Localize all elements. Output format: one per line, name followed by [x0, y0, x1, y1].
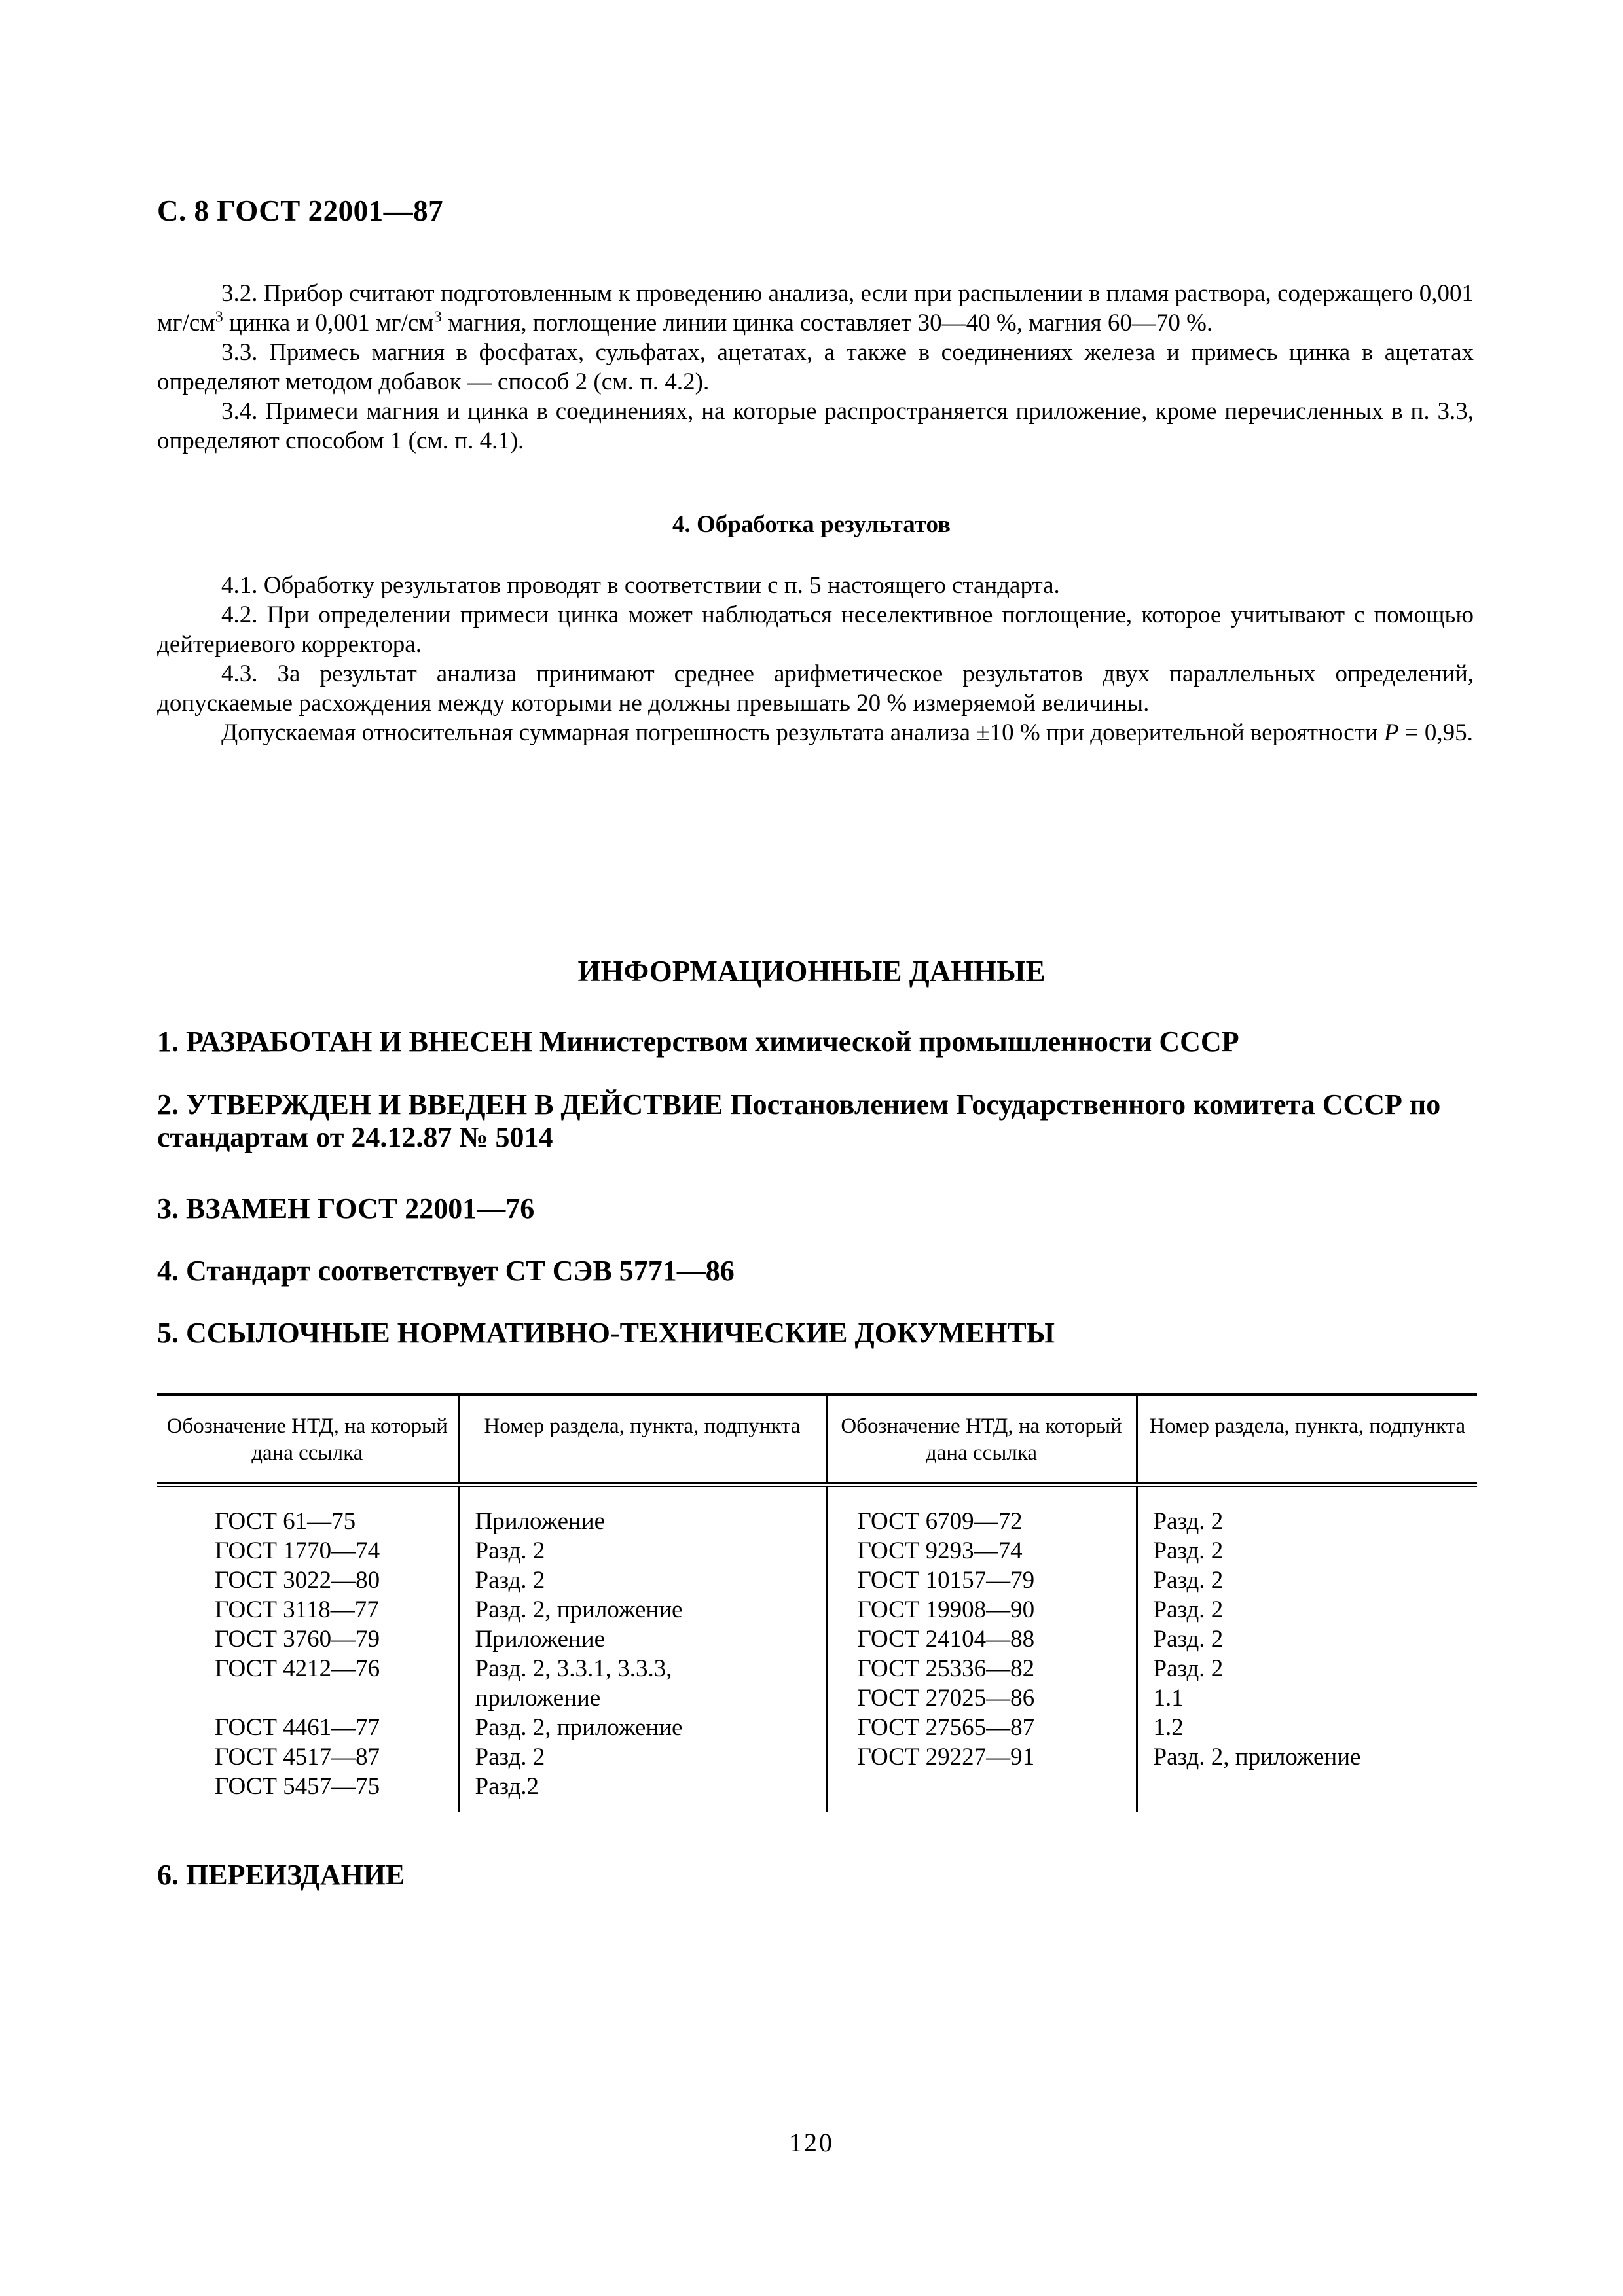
table-cell: Разд. 2 — [1153, 1537, 1224, 1564]
table-cell: Разд. 2 — [1153, 1655, 1224, 1682]
table-cell: Разд. 2 — [475, 1744, 545, 1770]
table-cell: ГОСТ 27565—87 — [857, 1714, 1035, 1741]
info-item-4: 4. Стандарт соответствует СТ СЭВ 5771—86 — [157, 1255, 735, 1287]
paragraph-3-4: 3.4. Примеси магния и цинка в соединениях, на которые распространяется приложение, кроме перечисленных в п. 3.3, определяют способом 1 (см. п. 4.1). — [157, 398, 1474, 454]
table-cell: Приложение — [475, 1626, 606, 1653]
table-cell: Разд. 2, приложение — [1153, 1744, 1361, 1770]
left-ntd-column — [157, 1485, 458, 1812]
table-cell: Разд. 2, приложение — [475, 1714, 683, 1741]
paragraph-3-3: 3.3. Примесь магния в фосфатах, сульфатах, ацетатах, а также в соединениях железа и примесь цинка в ацетатах определяют методом добавок — способ 2 (см. п. 4.2). — [157, 339, 1474, 395]
table-cell: ГОСТ 10157—79 — [857, 1567, 1035, 1594]
table-header-ntd: Обозначение НТД, на который дана ссылка — [157, 1395, 458, 1485]
table-cell: Разд. 2, приложение — [475, 1596, 683, 1623]
reference-table — [157, 1393, 1477, 1812]
table-cell: ГОСТ 1770—74 — [215, 1537, 380, 1564]
paragraph-4-1: 4.1. Обработку результатов проводят в соответствии с п. 5 настоящего стандарта. — [221, 572, 1060, 599]
table-cell: Разд.2 — [475, 1773, 539, 1800]
table-header-row — [157, 1395, 1477, 1485]
table-cell: ГОСТ 29227—91 — [857, 1744, 1035, 1770]
table-cell: ГОСТ 6709—72 — [857, 1508, 1023, 1535]
table-header-ntd: Обозначение НТД, на который дана ссылка — [826, 1395, 1137, 1485]
table-cell: ГОСТ 4212—76 — [215, 1655, 380, 1682]
table-cell: Разд. 2 — [1153, 1596, 1224, 1623]
table-cell: ГОСТ 3022—80 — [215, 1567, 380, 1594]
info-item-2: 2. УТВЕРЖДЕН И ВВЕДЕН В ДЕЙСТВИЕ Постановлением Государственного комитета СССР по стандартам от 24.12.87 № 5014 — [157, 1088, 1441, 1153]
paragraph-4-3: 4.3. За результат анализа принимают среднее арифметическое результатов двух параллельных определений, допускаемые расхождения между которыми не должны превышать 20 % измеряемой величины. — [157, 660, 1474, 717]
table-cell: ГОСТ 19908—90 — [857, 1596, 1035, 1623]
table-header-section: Номер раздела, пункта, подпункта — [1137, 1395, 1477, 1485]
info-item-6: 6. ПЕРЕИЗДАНИЕ — [157, 1859, 405, 1891]
table-cell: ГОСТ 24104—88 — [857, 1626, 1035, 1653]
table-cell: Разд. 2 — [1153, 1508, 1224, 1535]
page-number: 120 — [789, 2128, 834, 2157]
table-cell: ГОСТ 4517—87 — [215, 1744, 380, 1770]
right-ntd-column — [826, 1485, 1137, 1812]
paragraph-4-2: 4.2. При определении примеси цинка может наблюдаться неселективное поглощение, которое учитывают с помощью дейтериевого корректора. — [157, 601, 1474, 658]
table-cell: 1.2 — [1153, 1714, 1184, 1741]
section-4-title: 4. Обработка результатов — [672, 511, 951, 538]
body-section-3 — [157, 279, 1474, 456]
body-section-4 — [157, 571, 1474, 747]
table-cell: ГОСТ 4461—77 — [215, 1714, 380, 1741]
paragraph-3-2: 3.2. Прибор считают подготовленным к проведению анализа, если при распылении в пламя раствора, содержащего 0,001 $мг/см^3$ цинка и 0,001 $мг/см^3$ магния, поглощение линии цинка составляет 30—40 %, магния 60—70 %. — [157, 280, 1474, 336]
info-item-3: 3. ВЗАМЕН ГОСТ 22001—76 — [157, 1193, 535, 1225]
table-cell: ГОСТ 5457—75 — [215, 1773, 380, 1800]
table-cell: ГОСТ 3760—79 — [215, 1626, 380, 1653]
table-cell: ГОСТ 61—75 — [215, 1508, 356, 1535]
info-heading: ИНФОРМАЦИОННЫЕ ДАННЫЕ — [577, 955, 1046, 988]
table-cell — [215, 1683, 448, 1713]
table-cell: Разд. 2 — [1153, 1626, 1224, 1653]
table-cell: ГОСТ 25336—82 — [857, 1655, 1035, 1682]
table-cell: Приложение — [475, 1508, 606, 1535]
left-section-column — [458, 1485, 826, 1812]
right-section-column — [1137, 1485, 1477, 1812]
table-row — [157, 1485, 1477, 1812]
table-cell: 1.1 — [1153, 1685, 1184, 1712]
table-cell: ГОСТ 3118—77 — [215, 1596, 379, 1623]
table-cell: приложение — [475, 1685, 601, 1712]
info-item-5: 5. ССЫЛОЧНЫЕ НОРМАТИВНО-ТЕХНИЧЕСКИЕ ДОКУМЕНТЫ — [157, 1317, 1055, 1349]
paragraph-tolerance: Допускаемая относительная суммарная погрешность результата анализа ±10 % при доверительной вероятности P = 0,95. — [221, 719, 1473, 746]
page-header: С. 8 ГОСТ 22001—87 — [157, 194, 444, 227]
table-header-section: Номер раздела, пункта, подпункта — [458, 1395, 826, 1485]
table-cell: ГОСТ 9293—74 — [857, 1537, 1023, 1564]
table-cell: Разд. 2 — [475, 1537, 545, 1564]
table-cell: Разд. 2, 3.3.1, 3.3.3, — [475, 1655, 672, 1682]
table-cell: Разд. 2 — [475, 1567, 545, 1594]
table-cell: ГОСТ 27025—86 — [857, 1685, 1035, 1712]
table-cell: Разд. 2 — [1153, 1567, 1224, 1594]
info-item-1: 1. РАЗРАБОТАН И ВНЕСЕН Министерством химической промышленности СССР — [157, 1026, 1239, 1058]
